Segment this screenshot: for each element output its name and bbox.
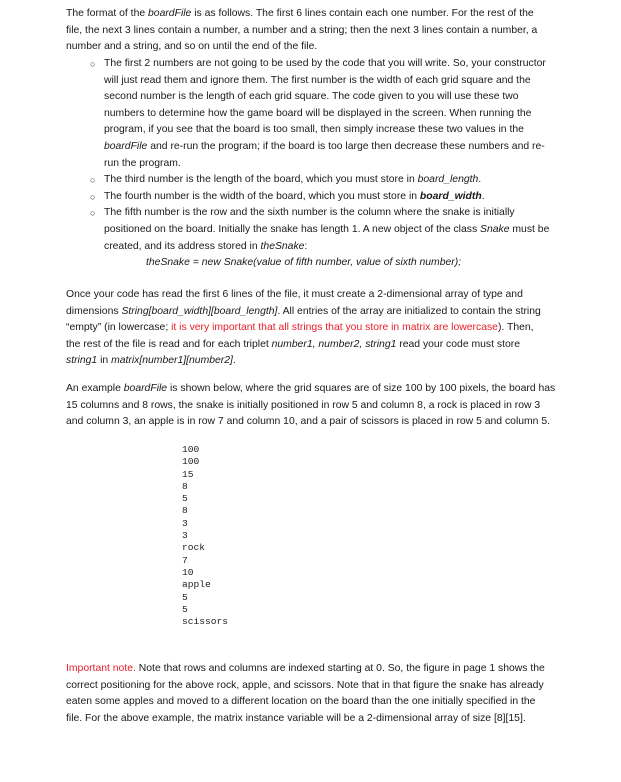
matrix-paragraph: Once your code has read the first 6 lines of the file, it must create a 2-dimensional array of type and dimensions String[board_width][board_length]. All entries of the array are initialized to contain the string “empty” (in lowercase; it is very important that all strings that you store in matrix are lowercase). Then, the rest of the file is read and for each triplet number1, number2, string1 read your code must store string1 in matrix[number1][number2]. [66, 289, 541, 367]
file-line: 100 [182, 444, 200, 455]
intro-paragraph [66, 6, 586, 56]
file-line: 10 [182, 566, 194, 578]
file-line: scissors [182, 616, 229, 628]
bullet-circle-icon: ○ [90, 59, 96, 69]
file-line: 5 [182, 603, 188, 615]
snake-constructor-code: theSnake = new Snake(value of fifth number, value of sixth number); [146, 257, 462, 269]
intro-text: file, the next 3 lines contain a number, a number and a string; then the next 3 lines contain a number, a [66, 24, 538, 36]
important-note-label: Important note. [66, 663, 136, 674]
file-line: 15 [182, 468, 194, 480]
file-line: 8 [182, 505, 188, 517]
bullet-circle-icon: ○ [90, 208, 96, 219]
bullet-item-third-number: ○ The third number is the length of the board, which you must store in board_length. [66, 172, 586, 189]
file-line: 5 [182, 591, 188, 603]
bullet-item-fourth-number: ○ The fourth number is the width of the board, which you must store in board_width. [66, 189, 586, 206]
example-boardfile-listing [182, 444, 228, 628]
example-paragraph: An example boardFile is shown below, where the grid squares are of size 100 by 100 pixels, the board has 15 columns and 8 rows, the snake is initially positioned in row 5 and column 8, a rock is placed in row 3 and column 3, an apple is in row 7 and column 10, and a pair of scissors is placed in row 5 and column 5. [66, 383, 556, 428]
intro-text: The format of the [66, 8, 149, 19]
intro-text: is as follows. The first 6 lines contain each one number. For the rest of the [191, 8, 534, 19]
file-line: 100 [182, 456, 200, 468]
bullet-circle-icon: ○ [90, 175, 96, 186]
bullet-circle-icon: ○ [90, 191, 96, 202]
bullet-item-fifth-sixth-numbers: ○ The fifth number is the row and the sixth number is the column where the snake is initially positioned on the board. Initially the snake has length 1. A new object of the class Snake must be created, and its address stored in theSnake: theSnake = new Snake(value of fifth number, value of sixth number); [90, 207, 550, 269]
intro-boardfile-term: boardFile [148, 8, 192, 19]
file-line: rock [182, 542, 206, 554]
file-line: 5 [182, 493, 188, 505]
format-bullet-list [66, 56, 586, 272]
file-line: apple [182, 579, 211, 591]
lowercase-warning: it is very important that all strings that you store in matrix are lowercase [171, 322, 498, 334]
file-line: 7 [182, 554, 188, 566]
file-line: 3 [182, 517, 188, 529]
intro-text: number and a string, and so on until the end of the file. [66, 41, 318, 53]
file-line: 8 [182, 480, 188, 492]
important-note-paragraph: Important note. Note that rows and columns are indexed starting at 0. So, the figure in page 1 shows the correct positioning for the above rock, apple, and scissors. Note that in that figure the snake has already eaten some apples and moved to a different location on the board than the one initially specified in the file. For the above example, the matrix instance variable will be a 2-dimensional array of size [8][15]. [66, 663, 545, 724]
bullet-item-first-two-numbers: ○ The first 2 numbers are not going to be used by the code that you will write. So, your constructor will just read them and ignore them. The first number is the width of each grid square and the second number is the length of each grid square. The code given to you will use these two numbers to determine how the game board will be displayed in the screen. When running the program, if you see that the board is too small, then simply increase these two values in the boardFile and re-run the program; if the board is too large then decrease these numbers and re- run the program. [90, 58, 546, 169]
file-line: 3 [182, 530, 188, 542]
